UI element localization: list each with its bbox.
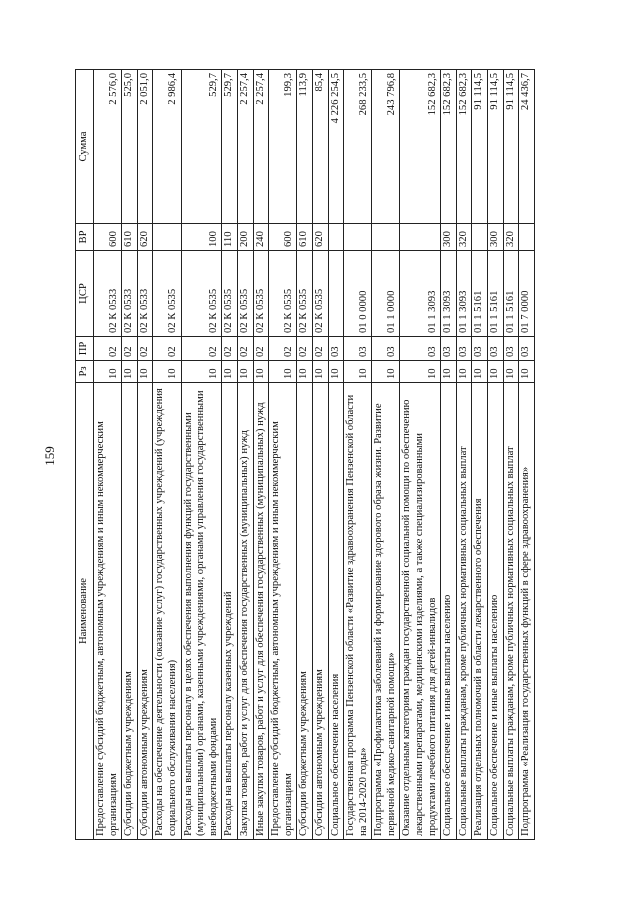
cell-rz: 10 (269, 361, 297, 383)
table-row (237, 70, 253, 840)
table-row (488, 70, 504, 840)
cell-rz: 10 (153, 361, 181, 383)
cell-csr: 01 1 3093 (441, 251, 457, 337)
cell-rz: 10 (344, 361, 372, 383)
cell-name: Социальные выплаты гражданам, кроме публичных нормативных социальных выплат (456, 383, 472, 840)
cell-vr: 620 (137, 224, 153, 251)
cell-csr: 02 К 0535 (222, 251, 238, 337)
header-rz: Рз (76, 361, 94, 383)
cell-sum: 199,3 (269, 70, 297, 224)
cell-rz: 10 (237, 361, 253, 383)
cell-pr: 03 (372, 337, 400, 361)
cell-rz: 10 (137, 361, 153, 383)
cell-pr: 02 (237, 337, 253, 361)
cell-vr: 300 (441, 224, 457, 251)
table-row (344, 70, 372, 840)
cell-csr: 01 0 0000 (344, 251, 372, 337)
cell-vr (472, 224, 488, 251)
cell-vr: 320 (503, 224, 519, 251)
cell-csr: 01 1 5161 (503, 251, 519, 337)
cell-sum: 2 257,4 (237, 70, 253, 224)
cell-csr: 02 К 0533 (122, 251, 138, 337)
cell-vr (400, 224, 441, 251)
cell-sum: 91 114,5 (472, 70, 488, 224)
cell-vr (328, 224, 344, 251)
cell-pr: 02 (222, 337, 238, 361)
cell-vr: 200 (237, 224, 253, 251)
cell-vr: 110 (222, 224, 238, 251)
cell-pr: 03 (441, 337, 457, 361)
cell-name: Подпрограмма «Профилактика заболеваний и формирование здорового образа жизни. Развитие первичной медико-санитарной помощи» (372, 383, 400, 840)
cell-sum: 2 576,0 (94, 70, 122, 224)
cell-sum: 85,4 (312, 70, 328, 224)
cell-vr: 100 (181, 224, 222, 251)
cell-sum: 2 986,4 (153, 70, 181, 224)
cell-name: Закупка товаров, работ и услуг для обеспечения государственных (муниципальных) нужд (237, 383, 253, 840)
cell-pr: 02 (94, 337, 122, 361)
cell-pr: 03 (472, 337, 488, 361)
cell-rz: 10 (181, 361, 222, 383)
cell-csr: 02 К 0535 (237, 251, 253, 337)
cell-csr: 02 К 0533 (137, 251, 153, 337)
table-row (400, 70, 441, 840)
cell-sum: 152 682,3 (400, 70, 441, 224)
cell-pr: 03 (503, 337, 519, 361)
table-row (328, 70, 344, 840)
cell-pr: 02 (312, 337, 328, 361)
cell-name: Социальные выплаты гражданам, кроме публичных нормативных социальных выплат (503, 383, 519, 840)
cell-csr: 02 К 0533 (94, 251, 122, 337)
header-name: Наименование (76, 383, 94, 840)
cell-rz: 10 (297, 361, 313, 383)
budget-table (75, 69, 535, 840)
cell-rz: 10 (222, 361, 238, 383)
cell-sum: 2 257,4 (253, 70, 269, 224)
table-row (122, 70, 138, 840)
cell-rz: 10 (312, 361, 328, 383)
cell-name: Предоставление субсидий бюджетным, автономным учреждениям и иным некоммерческим организациям (269, 383, 297, 840)
cell-vr: 240 (253, 224, 269, 251)
cell-csr: 01 1 5161 (472, 251, 488, 337)
cell-vr: 320 (456, 224, 472, 251)
cell-rz: 10 (372, 361, 400, 383)
cell-csr: 02 К 0535 (181, 251, 222, 337)
cell-csr: 01 1 0000 (372, 251, 400, 337)
cell-name: Социальное обеспечение и иные выплаты населению (441, 383, 457, 840)
table-row (441, 70, 457, 840)
cell-csr: 02 К 0535 (312, 251, 328, 337)
cell-rz: 10 (441, 361, 457, 383)
cell-sum: 91 114,5 (488, 70, 504, 224)
cell-rz: 10 (253, 361, 269, 383)
cell-pr: 03 (488, 337, 504, 361)
cell-pr: 02 (153, 337, 181, 361)
cell-sum: 525,0 (122, 70, 138, 224)
table-row (312, 70, 328, 840)
table-row (181, 70, 222, 840)
table-row (503, 70, 519, 840)
cell-pr: 03 (456, 337, 472, 361)
rotated-table-container (75, 70, 595, 840)
cell-name: Субсидии автономным учреждениям (312, 383, 328, 840)
rotated-page-area (75, 70, 595, 840)
page-number: 159 (41, 446, 57, 466)
cell-pr: 02 (122, 337, 138, 361)
table-row (253, 70, 269, 840)
cell-csr: 01 1 5161 (488, 251, 504, 337)
cell-vr: 600 (269, 224, 297, 251)
cell-rz: 10 (122, 361, 138, 383)
cell-rz: 10 (472, 361, 488, 383)
cell-sum: 529,7 (181, 70, 222, 224)
cell-vr: 300 (488, 224, 504, 251)
cell-name: Субсидии бюджетным учреждениям (122, 383, 138, 840)
table-row (94, 70, 122, 840)
cell-rz: 10 (400, 361, 441, 383)
cell-sum: 529,7 (222, 70, 238, 224)
table-row (456, 70, 472, 840)
cell-vr (153, 224, 181, 251)
cell-name: Субсидии автономным учреждениям (137, 383, 153, 840)
table-row (269, 70, 297, 840)
cell-name: Расходы на выплаты персоналу казенных учреждений (222, 383, 238, 840)
cell-name: Предоставление субсидий бюджетным, автономным учреждениям и иным некоммерческим организациям (94, 383, 122, 840)
cell-pr: 02 (297, 337, 313, 361)
cell-sum: 113,9 (297, 70, 313, 224)
cell-name: Социальное обеспечение населения (328, 383, 344, 840)
header-pr: ПР (76, 337, 94, 361)
cell-pr: 02 (181, 337, 222, 361)
cell-vr: 610 (297, 224, 313, 251)
cell-pr: 03 (519, 337, 535, 361)
cell-pr: 02 (269, 337, 297, 361)
cell-csr: 01 1 3093 (400, 251, 441, 337)
table-row (519, 70, 535, 840)
cell-sum: 4 226 254,5 (328, 70, 344, 224)
cell-sum: 91 114,5 (503, 70, 519, 224)
cell-csr: 02 К 0535 (297, 251, 313, 337)
table-row (472, 70, 488, 840)
cell-csr: 02 К 0535 (253, 251, 269, 337)
cell-csr: 01 1 3093 (456, 251, 472, 337)
cell-sum: 243 796,8 (372, 70, 400, 224)
cell-name: Оказание отдельным категориям граждан государственной социальной помощи по обеспечению лекарственными препаратами, медицинскими изделиями, а также специализированными продуктами лечебного питания для детей-инвалидов (400, 383, 441, 840)
cell-vr (519, 224, 535, 251)
cell-name: Социальное обеспечение и иные выплаты населению (488, 383, 504, 840)
cell-sum: 268 233,5 (344, 70, 372, 224)
table-row (222, 70, 238, 840)
cell-name: Субсидии бюджетным учреждениям (297, 383, 313, 840)
cell-rz: 10 (94, 361, 122, 383)
cell-vr (344, 224, 372, 251)
cell-vr (372, 224, 400, 251)
cell-sum: 152 682,3 (456, 70, 472, 224)
cell-name: Реализация отдельных полномочий в области лекарственного обеспечения (472, 383, 488, 840)
cell-rz: 10 (503, 361, 519, 383)
table-body (94, 70, 535, 840)
table-row (137, 70, 153, 840)
cell-rz: 10 (488, 361, 504, 383)
header-vr: ВР (76, 224, 94, 251)
cell-csr (328, 251, 344, 337)
cell-sum: 24 436,7 (519, 70, 535, 224)
header-sum: Сумма (76, 70, 94, 224)
cell-name: Иные закупки товаров, работ и услуг для обеспечения государственных (муниципальных) нужд (253, 383, 269, 840)
cell-csr: 02 К 0535 (269, 251, 297, 337)
cell-pr: 03 (328, 337, 344, 361)
cell-pr: 02 (137, 337, 153, 361)
cell-pr: 03 (400, 337, 441, 361)
cell-sum: 2 051,0 (137, 70, 153, 224)
cell-name: Государственная программа Пензенской области «Развитие здравоохранения Пензенской области на 2014-2020 годы» (344, 383, 372, 840)
cell-rz: 10 (328, 361, 344, 383)
cell-name: Подпрограмма «Реализация государственных функций в сфере здравоохранения» (519, 383, 535, 840)
table-header-row (76, 70, 94, 840)
cell-csr: 01 7 0000 (519, 251, 535, 337)
table-row (297, 70, 313, 840)
cell-vr: 600 (94, 224, 122, 251)
cell-pr: 03 (344, 337, 372, 361)
cell-rz: 10 (519, 361, 535, 383)
cell-vr: 610 (122, 224, 138, 251)
header-csr: ЦСР (76, 251, 94, 337)
table-row (153, 70, 181, 840)
cell-name: Расходы на обеспечение деятельности (оказание услуг) государственных учреждений (учреждения социального обслуживания населения) (153, 383, 181, 840)
cell-pr: 02 (253, 337, 269, 361)
cell-sum: 152 682,3 (441, 70, 457, 224)
cell-vr: 620 (312, 224, 328, 251)
cell-name: Расходы на выплаты персоналу в целях обеспечения выполнения функций государственными (муниципальными) органами, казенными учреждениями, органами управления государственными внебюджетными фондами (181, 383, 222, 840)
table-row (372, 70, 400, 840)
cell-rz: 10 (456, 361, 472, 383)
cell-csr: 02 К 0535 (153, 251, 181, 337)
